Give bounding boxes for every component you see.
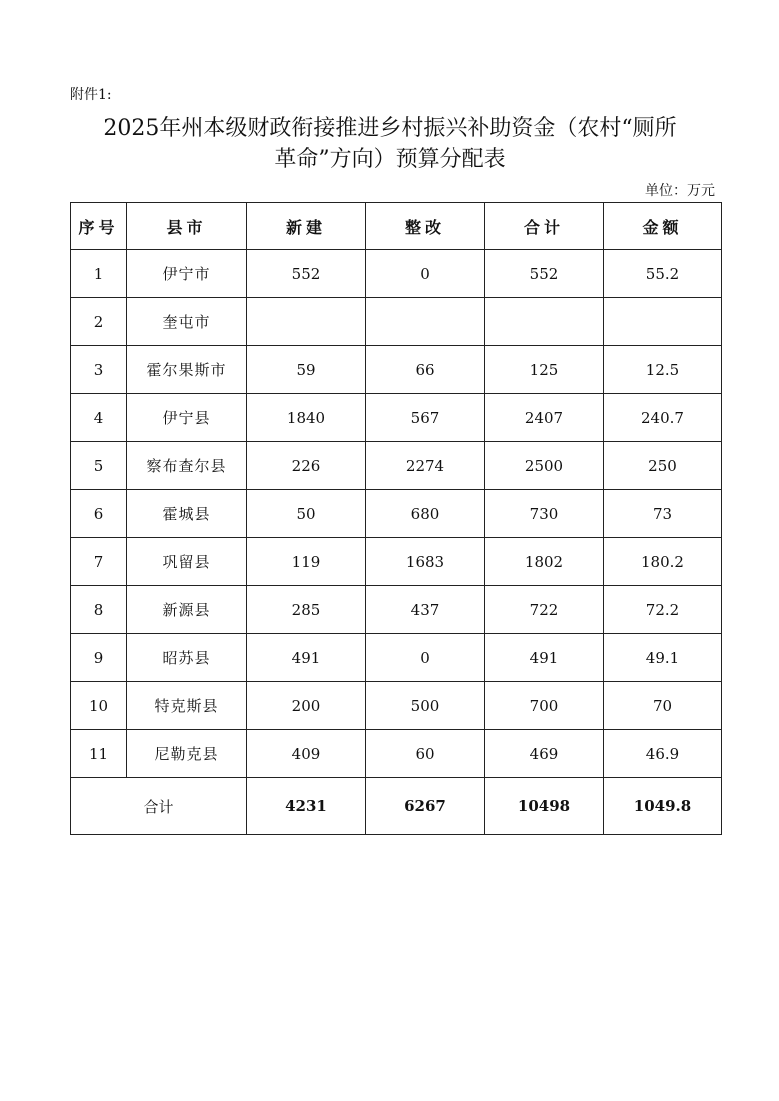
cell-subtotal: 552	[485, 250, 604, 298]
table-total-row	[71, 778, 722, 835]
cell-renovation: 680	[366, 490, 485, 538]
cell-amount: 12.5	[604, 346, 722, 394]
page-title-line-2: 革命”方向）预算分配表	[274, 147, 506, 172]
cell-renovation: 500	[366, 682, 485, 730]
cell-amount	[604, 298, 722, 346]
table-row	[71, 346, 722, 394]
cell-new-build: 491	[247, 634, 366, 682]
cell-amount: 72.2	[604, 586, 722, 634]
cell-county: 伊宁市	[127, 250, 247, 298]
cell-county: 察布查尔县	[127, 442, 247, 490]
total-label: 合计	[71, 778, 247, 835]
header-subtotal: 合计	[485, 203, 604, 250]
cell-county: 霍城县	[127, 490, 247, 538]
header-index: 序号	[71, 203, 127, 250]
cell-index: 10	[71, 682, 127, 730]
table-row	[71, 442, 722, 490]
cell-subtotal: 2407	[485, 394, 604, 442]
cell-subtotal: 1802	[485, 538, 604, 586]
cell-index: 4	[71, 394, 127, 442]
cell-index: 8	[71, 586, 127, 634]
cell-subtotal: 722	[485, 586, 604, 634]
cell-new-build: 59	[247, 346, 366, 394]
cell-amount: 73	[604, 490, 722, 538]
cell-amount: 49.1	[604, 634, 722, 682]
cell-subtotal: 469	[485, 730, 604, 778]
table-row	[71, 394, 722, 442]
table-row	[71, 250, 722, 298]
total-amount: 1049.8	[604, 778, 722, 835]
header-new-build: 新建	[247, 203, 366, 250]
table-header-row	[71, 203, 722, 250]
cell-index: 5	[71, 442, 127, 490]
table-row	[71, 586, 722, 634]
cell-renovation: 0	[366, 250, 485, 298]
attachment-label: 附件1:	[70, 87, 112, 103]
cell-index: 3	[71, 346, 127, 394]
cell-subtotal: 125	[485, 346, 604, 394]
cell-amount: 55.2	[604, 250, 722, 298]
cell-amount: 240.7	[604, 394, 722, 442]
cell-county: 特克斯县	[127, 682, 247, 730]
cell-new-build: 285	[247, 586, 366, 634]
cell-county: 巩留县	[127, 538, 247, 586]
cell-index: 1	[71, 250, 127, 298]
table-row	[71, 730, 722, 778]
unit-label: 单位：万元	[645, 183, 715, 199]
cell-new-build: 200	[247, 682, 366, 730]
cell-renovation	[366, 298, 485, 346]
cell-new-build: 119	[247, 538, 366, 586]
table-row	[71, 634, 722, 682]
cell-subtotal	[485, 298, 604, 346]
cell-amount: 46.9	[604, 730, 722, 778]
cell-subtotal: 491	[485, 634, 604, 682]
header-renovation: 整改	[366, 203, 485, 250]
cell-renovation: 60	[366, 730, 485, 778]
cell-index: 7	[71, 538, 127, 586]
cell-renovation: 66	[366, 346, 485, 394]
cell-county: 新源县	[127, 586, 247, 634]
cell-renovation: 2274	[366, 442, 485, 490]
cell-renovation: 1683	[366, 538, 485, 586]
cell-county: 伊宁县	[127, 394, 247, 442]
cell-county: 霍尔果斯市	[127, 346, 247, 394]
total-renovation: 6267	[366, 778, 485, 835]
cell-amount: 70	[604, 682, 722, 730]
total-new-build: 4231	[247, 778, 366, 835]
header-county: 县市	[127, 203, 247, 250]
cell-new-build	[247, 298, 366, 346]
cell-index: 6	[71, 490, 127, 538]
cell-new-build: 409	[247, 730, 366, 778]
cell-new-build: 226	[247, 442, 366, 490]
cell-county: 尼勒克县	[127, 730, 247, 778]
total-subtotal: 10498	[485, 778, 604, 835]
allocation-table	[70, 202, 722, 835]
cell-amount: 250	[604, 442, 722, 490]
table-row	[71, 298, 722, 346]
cell-county: 昭苏县	[127, 634, 247, 682]
cell-renovation: 0	[366, 634, 485, 682]
cell-renovation: 437	[366, 586, 485, 634]
table-row	[71, 490, 722, 538]
cell-new-build: 552	[247, 250, 366, 298]
cell-index: 9	[71, 634, 127, 682]
page-title-line-1: 2025年州本级财政衔接推进乡村振兴补助资金（农村“厕所	[103, 116, 677, 141]
header-amount: 金额	[604, 203, 722, 250]
cell-index: 2	[71, 298, 127, 346]
cell-renovation: 567	[366, 394, 485, 442]
cell-index: 11	[71, 730, 127, 778]
cell-amount: 180.2	[604, 538, 722, 586]
cell-subtotal: 730	[485, 490, 604, 538]
table-row	[71, 538, 722, 586]
cell-county: 奎屯市	[127, 298, 247, 346]
cell-subtotal: 700	[485, 682, 604, 730]
cell-new-build: 50	[247, 490, 366, 538]
cell-new-build: 1840	[247, 394, 366, 442]
table-row	[71, 682, 722, 730]
cell-subtotal: 2500	[485, 442, 604, 490]
